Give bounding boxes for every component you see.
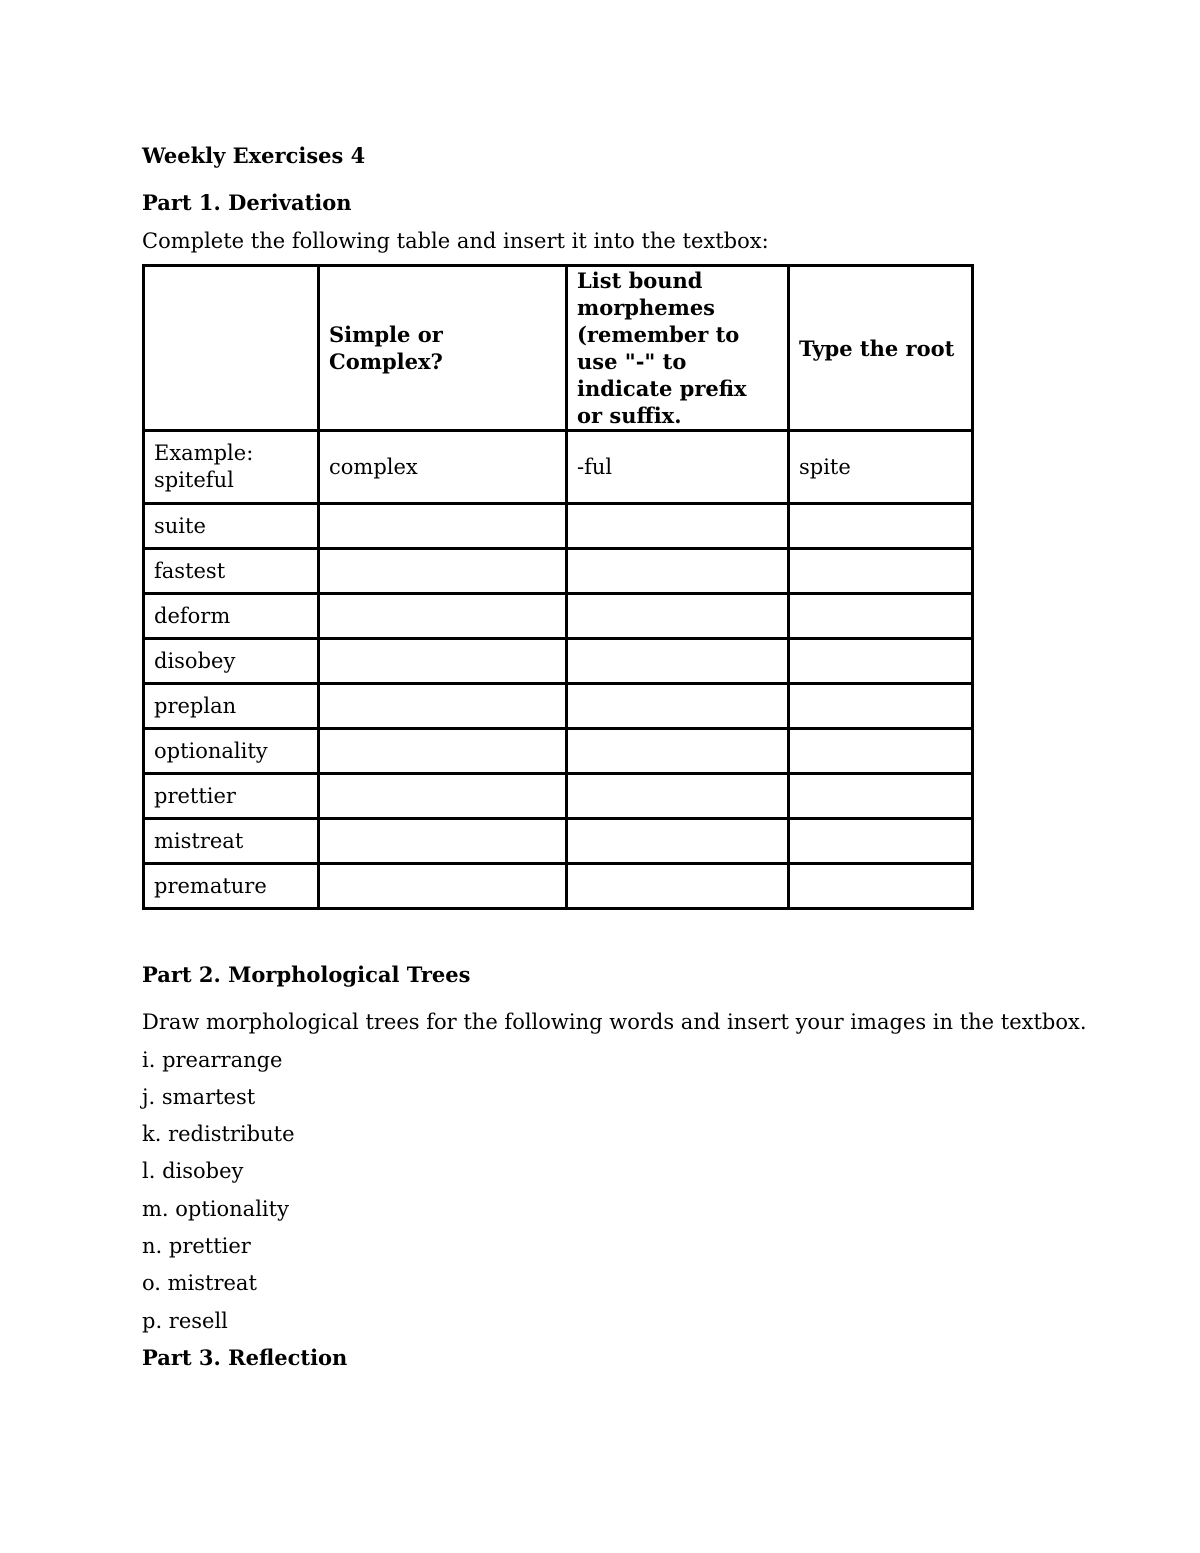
type-cell[interactable] (319, 549, 567, 594)
table-row (144, 774, 973, 819)
list-item: l. disobey (142, 1159, 244, 1183)
morphemes-cell[interactable] (567, 684, 789, 729)
word-cell: preplan (144, 684, 319, 729)
list-item: j. smartest (142, 1085, 256, 1109)
table-row (144, 864, 973, 909)
table-row (144, 819, 973, 864)
part3-heading: Part 3. Reflection (142, 1345, 348, 1370)
morphemes-cell[interactable] (567, 819, 789, 864)
morphemes-cell[interactable] (567, 594, 789, 639)
type-cell[interactable] (319, 684, 567, 729)
word-cell: fastest (144, 549, 319, 594)
derivation-table (142, 264, 974, 910)
type-cell[interactable] (319, 639, 567, 684)
list-item: i. prearrange (142, 1048, 283, 1072)
root-cell[interactable] (789, 864, 973, 909)
morphemes-cell[interactable] (567, 504, 789, 549)
root-cell[interactable] (789, 639, 973, 684)
word-cell: disobey (144, 639, 319, 684)
word-cell: deform (144, 594, 319, 639)
list-item: k. redistribute (142, 1122, 295, 1146)
word-cell: prettier (144, 774, 319, 819)
part2-heading: Part 2. Morphological Trees (142, 962, 471, 987)
table-header-row (144, 266, 973, 431)
type-cell[interactable] (319, 504, 567, 549)
table-example-row (144, 431, 973, 504)
root-cell[interactable] (789, 684, 973, 729)
part1-heading: Part 1. Derivation (142, 190, 352, 215)
word-cell: optionality (144, 729, 319, 774)
table-row (144, 729, 973, 774)
table-row (144, 639, 973, 684)
list-item: p. resell (142, 1309, 228, 1333)
table-row (144, 594, 973, 639)
example-morphemes-cell: -ful (567, 431, 789, 504)
morphemes-cell[interactable] (567, 549, 789, 594)
morphemes-cell[interactable] (567, 639, 789, 684)
example-word-cell (144, 431, 319, 504)
example-word: spiteful (154, 468, 234, 492)
morphemes-cell[interactable] (567, 729, 789, 774)
root-cell[interactable] (789, 594, 973, 639)
morphemes-cell[interactable] (567, 864, 789, 909)
word-cell: suite (144, 504, 319, 549)
list-item: o. mistreat (142, 1271, 257, 1295)
example-type-cell: complex (319, 431, 567, 504)
type-cell[interactable] (319, 774, 567, 819)
type-cell[interactable] (319, 819, 567, 864)
table-row (144, 504, 973, 549)
morphemes-cell[interactable] (567, 774, 789, 819)
list-item: m. optionality (142, 1197, 289, 1221)
root-cell[interactable] (789, 729, 973, 774)
root-cell[interactable] (789, 819, 973, 864)
example-root-cell: spite (789, 431, 973, 504)
header-cell-word (144, 266, 319, 431)
word-cell: mistreat (144, 819, 319, 864)
part2-instruction: Draw morphological trees for the following words and insert your images in the textbox. (142, 1010, 1087, 1034)
list-item: n. prettier (142, 1234, 251, 1258)
part1-instruction: Complete the following table and insert it into the textbox: (142, 229, 769, 253)
table-row (144, 549, 973, 594)
header-cell-simple-complex: Simple or Complex? (319, 266, 567, 431)
root-cell[interactable] (789, 549, 973, 594)
root-cell[interactable] (789, 774, 973, 819)
page-title: Weekly Exercises 4 (142, 143, 366, 168)
type-cell[interactable] (319, 594, 567, 639)
header-cell-root: Type the root (789, 266, 973, 431)
table-row (144, 684, 973, 729)
word-cell: premature (144, 864, 319, 909)
header-cell-bound-morphemes: List bound morphemes (remember to use "-" to indicate prefix or suffix. (567, 266, 789, 431)
example-label: Example: (154, 441, 254, 465)
root-cell[interactable] (789, 504, 973, 549)
type-cell[interactable] (319, 864, 567, 909)
type-cell[interactable] (319, 729, 567, 774)
